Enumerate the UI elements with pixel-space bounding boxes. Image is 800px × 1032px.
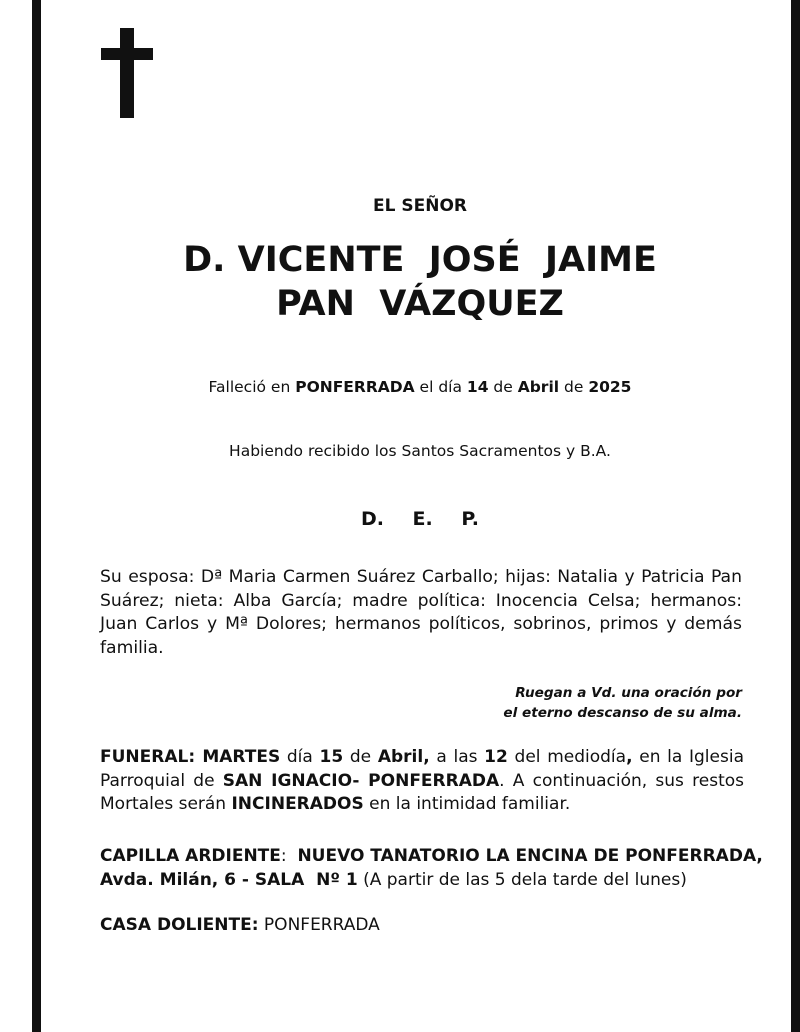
funeral-church: SAN IGNACIO- PONFERRADA <box>222 770 500 791</box>
funeral-label: FUNERAL: MARTES <box>100 747 281 767</box>
prayer-request <box>503 683 742 723</box>
mourning-house-label: CASA DOLIENTE: <box>100 915 259 935</box>
dep-line: D. E. P. <box>360 508 480 530</box>
deceased-name-line2: PAN VÁZQUEZ <box>276 284 564 324</box>
funeral-text: en la Iglesia Parroquial de <box>100 747 744 791</box>
chapel-label: CAPILLA ARDIENTE <box>100 846 281 866</box>
funeral-day: 15 <box>319 747 344 767</box>
funeral-text: . A continuación, sus restos Mortales serán <box>100 770 744 814</box>
family-paragraph: Su esposa: Dª Maria Carmen Suárez Carballo; hijas: Natalia y Patricia Pan Suárez; nieta: Alba García; madre política: Inocencia Celsa; hermanos: Juan Carlos y Mª Dolores; hermanos políticos, sobrinos, primos y demás familia. <box>100 567 742 658</box>
chapel-row2 <box>100 869 746 893</box>
chapel-note: (A partir de las 5 dela tarde del lunes) <box>357 869 687 890</box>
mourning-border-left <box>32 0 41 1032</box>
prayer-line2: el eterno descanso de su alma. <box>503 705 742 721</box>
funeral-text: en la intimidad familiar. <box>363 794 571 814</box>
funeral-text: de <box>343 747 378 767</box>
chapel-row1 <box>100 845 763 869</box>
chapel-place: NUEVO TANATORIO LA ENCINA DE PONFERRADA, <box>297 846 763 866</box>
prayer-line1: Ruegan a Vd. una oración por <box>515 685 742 701</box>
death-day: 14 <box>466 378 489 396</box>
funeral-incinerados: INCINERADOS <box>231 794 364 814</box>
death-text: el día <box>414 378 467 396</box>
death-notice <box>100 378 740 396</box>
deceased-name-line1: D. VICENTE JOSÉ JAIME <box>183 240 657 280</box>
mourning-house <box>100 914 380 938</box>
death-text: de <box>488 378 518 396</box>
death-month: Abril <box>517 378 560 396</box>
chapel-info <box>100 845 763 892</box>
death-place: PONFERRADA <box>295 378 415 396</box>
chapel-address: Avda. Milán, 6 - SALA Nº 1 <box>100 869 358 890</box>
funeral-text: del mediodía <box>507 747 627 767</box>
honorific-title: EL SEÑOR <box>373 196 467 216</box>
sacraments-line: Habiendo recibido los Santos Sacramentos y B.A. <box>229 442 611 460</box>
funeral-text: a las <box>429 747 485 767</box>
funeral-text: día <box>280 747 320 767</box>
death-text: de <box>559 378 589 396</box>
cross-icon <box>101 28 153 118</box>
funeral-comma: , <box>626 747 633 767</box>
mourning-house-value: PONFERRADA <box>258 915 380 935</box>
funeral-paragraph <box>100 746 744 817</box>
deceased-name <box>100 238 740 326</box>
funeral-hour: 12 <box>484 747 508 767</box>
death-year: 2025 <box>588 378 632 396</box>
death-text: Falleció en <box>208 378 296 396</box>
funeral-month: Abril, <box>377 747 430 767</box>
mourning-border-right <box>791 0 800 1032</box>
chapel-colon: : <box>280 846 298 866</box>
